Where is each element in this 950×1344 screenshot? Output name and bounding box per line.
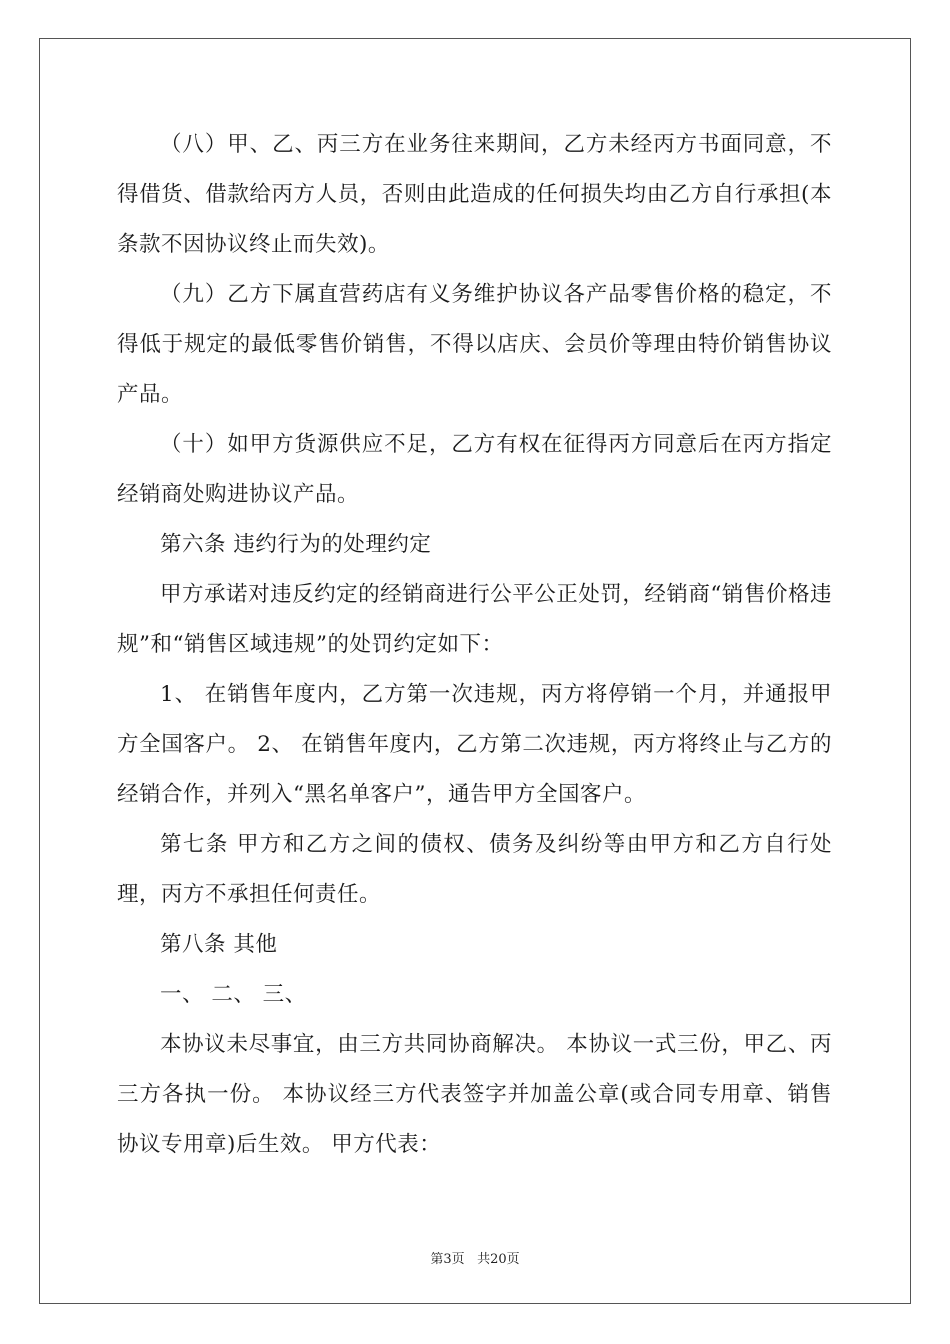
- paragraph-clause-10: （十）如甲方货源供应不足，乙方有权在征得丙方同意后在丙方指定经销商处购进协议产品。: [117, 432, 832, 507]
- section-heading-article-8: 第八条 其他: [160, 932, 278, 957]
- paragraph-numbering: 一、 二、 三、: [160, 982, 307, 1007]
- paragraph-penalty-list: 1、 在销售年度内，乙方第一次违规，丙方将停销一个月，并通报甲方全国客户。 2、 在销售年度内，乙方第二次违规，丙方将终止与乙方的经销合作，并列入“黑名单客户”，通告甲方全国客户。: [117, 682, 832, 807]
- paragraph-clause-9: （九）乙方下属直营药店有义务维护协议各产品零售价格的稳定，不得低于规定的最低零售价销售，不得以店庆、会员价等理由特价销售协议产品。: [117, 282, 832, 407]
- document-body: [117, 120, 832, 1170]
- paragraph-closing: 本协议未尽事宜，由三方共同协商解决。 本协议一式三份，甲乙、丙三方各执一份。 本协议经三方代表签字并加盖公章(或合同专用章、销售协议专用章)后生效。 甲方代表：: [117, 1032, 832, 1157]
- page-footer: [0, 1248, 950, 1267]
- paragraph-clause-8: （八）甲、乙、丙三方在业务往来期间，乙方未经丙方书面同意，不得借货、借款给丙方人员，否则由此造成的任何损失均由乙方自行承担(本条款不因协议终止而失效)。: [117, 132, 832, 257]
- page-number: 第3页: [430, 1252, 465, 1267]
- section-heading-article-6: 第六条 违约行为的处理约定: [160, 532, 432, 557]
- section-heading-article-7: 第七条 甲方和乙方之间的债权、债务及纠纷等由甲方和乙方自行处理，丙方不承担任何责任。: [117, 832, 832, 907]
- paragraph-penalty-intro: 甲方承诺对违反约定的经销商进行公平公正处罚，经销商“销售价格违规”和“销售区域违规”的处罚约定如下：: [117, 582, 832, 657]
- page-total: 共20页: [477, 1252, 520, 1267]
